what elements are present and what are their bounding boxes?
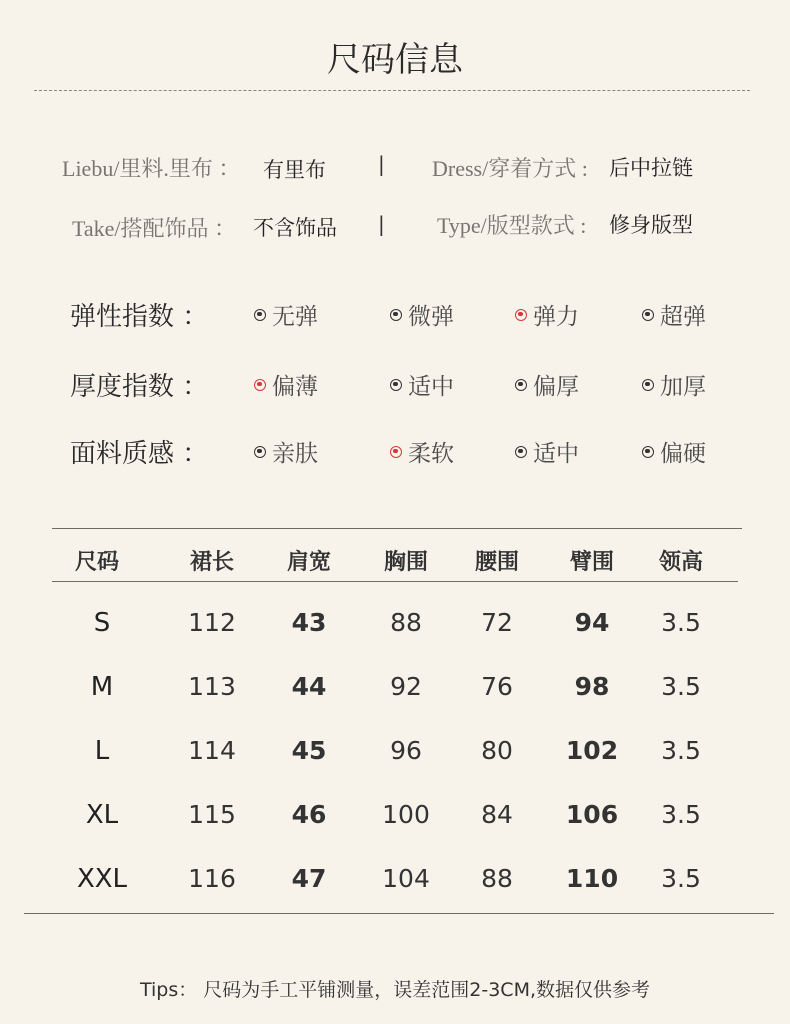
info-value-type: 修身版型: [609, 213, 693, 237]
table-cell: 114: [188, 736, 236, 765]
size-cell: S: [93, 608, 111, 638]
info-value-take: 不含饰品: [253, 216, 337, 240]
rating-option-label: 偏薄: [272, 374, 318, 400]
table-header-rule: [52, 581, 738, 582]
table-top-rule: [52, 528, 742, 529]
table-cell: 106: [565, 800, 619, 829]
size-cell: L: [94, 736, 110, 766]
radio-selected-icon: [254, 379, 266, 391]
table-header-cell: 尺码: [74, 550, 119, 575]
table-cell: 113: [188, 672, 236, 701]
info-label-take: Take/搭配饰品 ：: [72, 216, 237, 241]
table-cell: 88: [390, 608, 422, 637]
info-value-dress: 后中拉链: [609, 156, 693, 180]
table-bottom-rule: [24, 913, 774, 914]
table-header-cell: 腰围: [474, 550, 519, 575]
table-cell: 3.5: [661, 864, 701, 893]
table-cell: 115: [188, 800, 236, 829]
rating-label: 弹性指数 ：: [70, 302, 209, 332]
rating-option-label: 柔软: [408, 441, 454, 467]
info-label-type: Type/版型款式 :: [437, 213, 587, 238]
rating-option[interactable]: [642, 435, 706, 468]
table-header-cell: 肩宽: [286, 550, 331, 575]
table-cell: 96: [390, 736, 422, 765]
rating-option-label: 偏厚: [533, 374, 579, 400]
table-cell: 110: [565, 864, 619, 893]
table-header-cell: 胸围: [383, 550, 428, 575]
table-cell: 46: [291, 800, 327, 829]
rating-option[interactable]: [254, 368, 318, 401]
rating-option-label: 加厚: [660, 374, 706, 400]
table-cell: 44: [291, 672, 327, 701]
info-separator: |: [378, 212, 385, 236]
tips-note: Tips： 尺码为手工平铺测量，误差范围2-3CM,数据仅供参考: [139, 979, 651, 1001]
table-header-cell: 裙长: [189, 550, 234, 575]
table-cell: 102: [565, 736, 619, 765]
dashed-divider: [34, 90, 750, 91]
size-cell: XXL: [76, 864, 128, 894]
table-cell: 88: [481, 864, 513, 893]
rating-option-label: 超弹: [660, 304, 706, 330]
table-header-cell: 臂围: [569, 550, 614, 575]
table-cell: 45: [291, 736, 327, 765]
rating-label: 面料质感 ：: [70, 439, 209, 469]
rating-option-label: 亲肤: [272, 441, 318, 467]
radio-icon: [515, 379, 527, 391]
radio-icon: [390, 379, 402, 391]
table-cell: 80: [481, 736, 513, 765]
table-cell: 43: [291, 608, 327, 637]
size-cell: M: [90, 672, 114, 702]
info-value-lining: 有里布: [263, 158, 326, 182]
rating-option[interactable]: [390, 435, 454, 468]
table-cell: 47: [291, 864, 327, 893]
rating-option[interactable]: [254, 435, 318, 468]
rating-option[interactable]: [390, 298, 454, 331]
table-cell: 116: [188, 864, 236, 893]
rating-option[interactable]: [515, 298, 579, 331]
table-cell: 3.5: [661, 800, 701, 829]
rating-option-label: 无弹: [272, 304, 318, 330]
rating-option[interactable]: [642, 368, 706, 401]
info-label-lining: Liebu/里料.里布 ：: [62, 156, 241, 181]
table-cell: 100: [382, 800, 430, 829]
radio-selected-icon: [390, 446, 402, 458]
rating-option[interactable]: [515, 435, 579, 468]
table-cell: 112: [188, 608, 236, 637]
table-cell: 3.5: [661, 672, 701, 701]
table-cell: 84: [481, 800, 513, 829]
radio-icon: [390, 309, 402, 321]
radio-icon: [254, 446, 266, 458]
table-cell: 76: [481, 672, 513, 701]
radio-icon: [642, 446, 654, 458]
table-cell: 3.5: [661, 608, 701, 637]
radio-icon: [515, 446, 527, 458]
rating-option[interactable]: [254, 298, 318, 331]
rating-option[interactable]: [515, 368, 579, 401]
size-cell: XL: [85, 800, 119, 830]
rating-option-label: 偏硬: [660, 441, 706, 467]
rating-option-label: 弹力: [533, 304, 579, 330]
radio-icon: [642, 309, 654, 321]
info-separator: |: [378, 152, 385, 176]
table-header-cell: 领高: [658, 550, 703, 575]
table-cell: 72: [481, 608, 513, 637]
info-label-dress: Dress/穿着方式 :: [432, 156, 588, 181]
rating-option[interactable]: [390, 368, 454, 401]
table-cell: 92: [390, 672, 422, 701]
rating-option[interactable]: [642, 298, 706, 331]
table-cell: 98: [574, 672, 610, 701]
radio-icon: [254, 309, 266, 321]
radio-icon: [642, 379, 654, 391]
table-cell: 3.5: [661, 736, 701, 765]
radio-selected-icon: [515, 309, 527, 321]
table-cell: 104: [382, 864, 430, 893]
table-cell: 94: [574, 608, 610, 637]
rating-label: 厚度指数 ：: [70, 372, 209, 402]
rating-option-label: 适中: [533, 441, 579, 467]
rating-option-label: 适中: [408, 374, 454, 400]
page-title: 尺码信息: [327, 40, 463, 80]
rating-option-label: 微弹: [408, 304, 454, 330]
